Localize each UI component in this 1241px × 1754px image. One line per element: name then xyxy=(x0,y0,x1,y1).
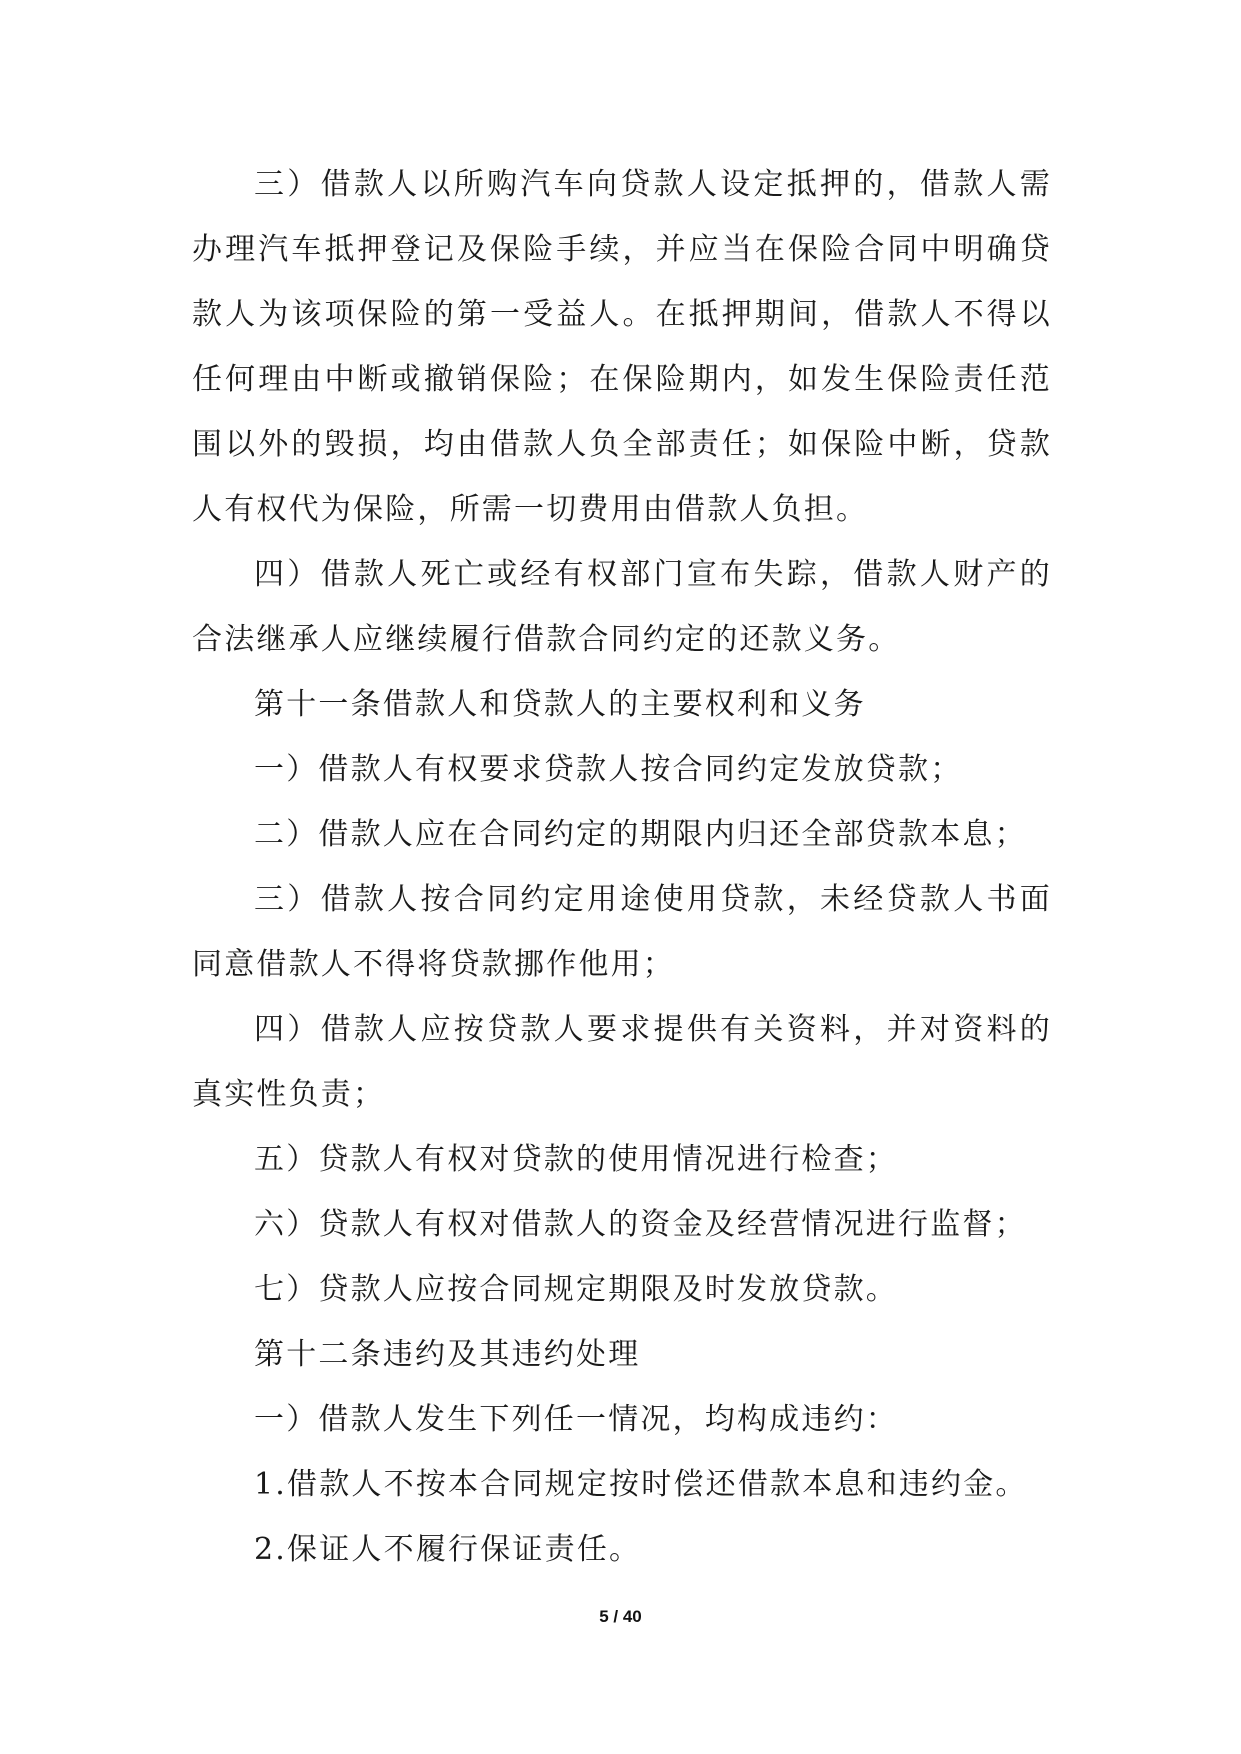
paragraph-clause-4-borrower-death: 四）借款人死亡或经有权部门宣布失踪，借款人财产的合法继承人应继续履行借款合同约定的还款义务。 xyxy=(192,557,1052,657)
article-11-item-4: 四）借款人应按贷款人要求提供有关资料，并对资料的真实性负责； xyxy=(192,1012,1052,1112)
article-11-item-6: 六）贷款人有权对借款人的资金及经营情况进行监督； xyxy=(254,1207,1027,1242)
article-12-item-1: 一）借款人发生下列任一情况，均构成违约： xyxy=(254,1402,898,1437)
article-11-item-7: 七）贷款人应按合同规定期限及时发放贷款。 xyxy=(254,1272,898,1307)
article-11-heading: 第十一条借款人和贷款人的主要权利和义务 xyxy=(254,687,866,722)
article-12-subitem-1: 1.借款人不按本合同规定按时偿还借款本息和违约金。 xyxy=(254,1467,1028,1502)
article-12-subitem-2: 2.保证人不履行保证责任。 xyxy=(254,1532,642,1567)
paragraph-clause-3-mortgage-insurance: 三）借款人以所购汽车向贷款人设定抵押的，借款人需办理汽车抵押登记及保险手续，并应当在保险合同中明确贷款人为该项保险的第一受益人。在抵押期间，借款人不得以任何理由中断或撤销保险；在保险期内，如发生保险责任范围以外的毁损，均由借款人负全部责任；如保险中断，贷款人有权代为保险，所需一切费用由借款人负担。 xyxy=(192,167,1052,527)
article-11-item-5: 五）贷款人有权对贷款的使用情况进行检查； xyxy=(254,1142,898,1177)
article-12-heading: 第十二条违约及其违约处理 xyxy=(254,1337,641,1372)
document-body xyxy=(192,152,1052,1582)
page-number: 5 / 40 xyxy=(599,1607,642,1626)
article-11-item-1: 一）借款人有权要求贷款人按合同约定发放贷款； xyxy=(254,752,963,787)
article-11-item-2: 二）借款人应在合同约定的期限内归还全部贷款本息； xyxy=(254,817,1027,852)
article-11-item-3: 三）借款人按合同约定用途使用贷款，未经贷款人书面同意借款人不得将贷款挪作他用； xyxy=(192,882,1052,982)
